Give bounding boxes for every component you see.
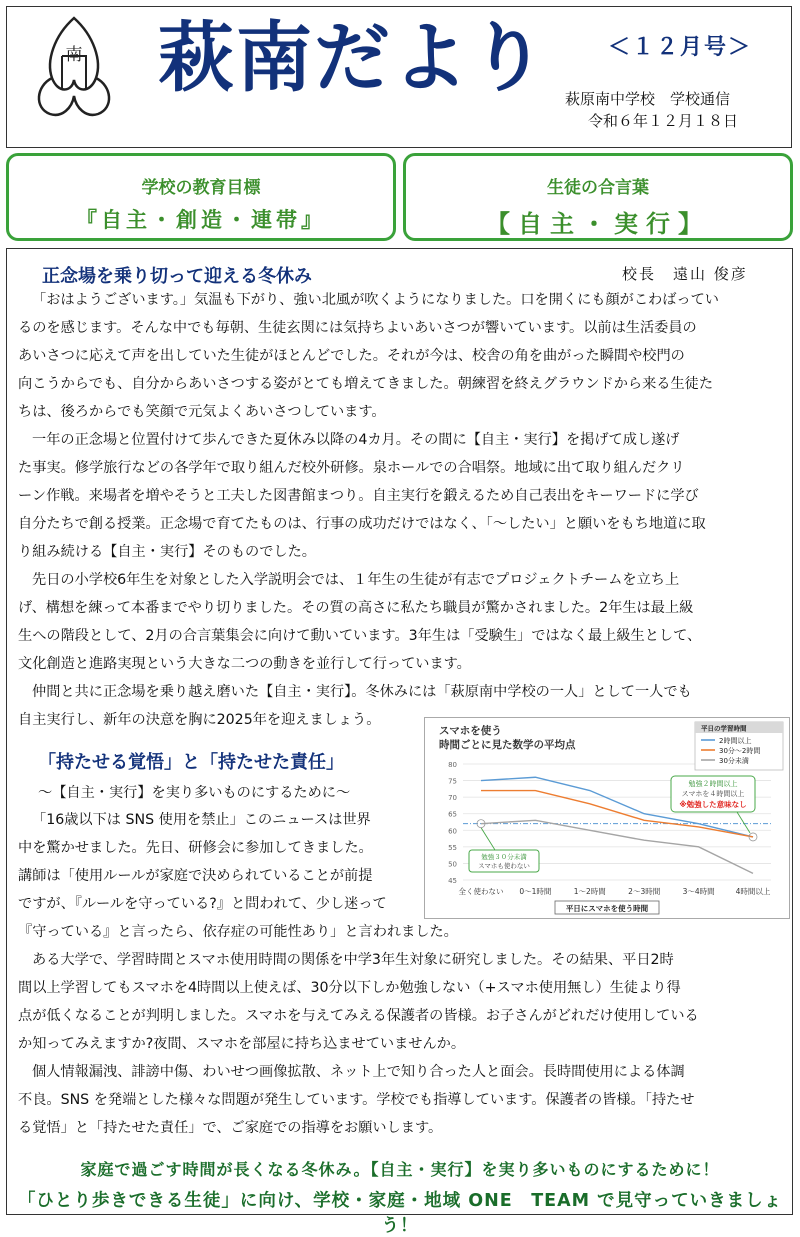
- school-emblem-icon: [32, 16, 116, 126]
- chart-annotation-emphasis: ※勉強した意味なし: [679, 800, 747, 809]
- education-goal-value: 『自主・創造・連帯』: [76, 208, 326, 232]
- chart-legend-title: 平日の学習時間: [701, 724, 747, 733]
- section2-line: 『守っている』と言ったら、依存症の可能性あり」と言われました。: [18, 924, 458, 940]
- article-line: げ、構想を練って本番までやり切りました。その質の高さに私たち職員が驚かされました。2年生は最上級: [18, 600, 694, 616]
- chart-legend-label: 30分未満: [719, 757, 749, 765]
- article-title: 正念場を乗り切って迎える冬休み: [42, 266, 312, 287]
- chart-x-tick-label: 4時間以上: [735, 887, 771, 896]
- chart-y-tick-label: 80: [448, 761, 457, 769]
- section2-line: ある大学で、学習時間とスマホ使用時間の関係を中学3年生対象に研究しました。その結果、平日2時: [32, 952, 674, 968]
- section2-line: 「16歳以下は SNS 使用を禁止」このニュースは世界: [32, 812, 371, 828]
- article-line: 一年の正念場と位置付けて歩んできた夏休み以降の4カ月。その間に【自主・実行】を掲げて成し遂げ: [32, 432, 680, 448]
- section2-line: 中を驚かせました。先日、研修会に参加してきました。: [18, 840, 373, 856]
- article-line: ちは、後ろからでも笑顔で元気よくあいさつしています。: [18, 404, 386, 420]
- motto-box: [403, 153, 793, 241]
- chart-y-tick-label: 55: [448, 843, 457, 852]
- section2-line: 講師は「使用ルールが家庭で決められていることが前提: [18, 868, 373, 884]
- article-line: 生への階段として、2月の合言葉集会に向けて動いています。3年生は「受験生」ではなく最上級生として、: [18, 628, 702, 644]
- education-goal-heading: 学校の教育目標: [141, 178, 261, 198]
- section2-line: か知ってみえますか?夜間、スマホを部屋に持ち込ませていませんか。: [18, 1036, 466, 1052]
- chart-x-tick-label: 0～1時間: [519, 887, 552, 896]
- section2-title: 「持たせる覚悟」と「持たせた責任」: [38, 752, 344, 773]
- chart-x-tick-label: 1～2時間: [573, 887, 606, 896]
- chart-annotation-text: スマホを４時間以上: [681, 790, 745, 798]
- issue-label: ＜１２月号＞: [608, 35, 753, 60]
- chart-legend-label: 2時間以上: [719, 737, 752, 745]
- article-line: 自分たちで創る授業。正念場で育てたものは、行事の成功だけではなく、「～したい」と願いをもち地道に取: [18, 516, 706, 532]
- study-time-chart: [424, 717, 790, 919]
- article-line: ーン作戦。来場者を増やそうと工夫した図書館まつり。自主実行を鍛えるため自己表出をキーワードに学び: [18, 488, 699, 504]
- article-line: 向こうからでも、自分からあいさつする姿がとても増えてきました。朝練習を終えグラウンドから来る生徒た: [18, 376, 714, 392]
- chart-title: スマホを使う: [439, 725, 502, 737]
- motto-heading: 生徒の合言葉: [547, 178, 649, 198]
- chart-legend-label: 30分～2時間: [719, 747, 761, 755]
- article-line: 「おはようございます。」気温も下がり、強い北風が吹くようになりました。口を開くにも顔がこわばってい: [32, 292, 719, 308]
- svg-text:南: 南: [65, 45, 83, 65]
- section2-line: 点が低くなることが判明しました。スマホを与えてみえる保護者の皆様。お子さんがどれだけ使用している: [18, 1008, 699, 1024]
- footer-message-1: 家庭で過ごす時間が長くなる冬休み。【自主・実行】を実り多いものにするために！: [80, 1160, 720, 1179]
- chart-y-tick-label: 75: [448, 777, 457, 786]
- chart-title: 時間ごとに見た数学の平均点: [439, 739, 576, 751]
- section2-subtitle: ～【自主・実行】を実り多いものにするために～: [38, 785, 351, 801]
- section2-line: ですが、『ルールを守っている?』と問われて、少し迷って: [18, 896, 387, 912]
- article-line: あいさつに応えて声を出していた生徒がほとんどでした。それが今は、校舎の角を曲がった瞬間や校門の: [18, 348, 685, 364]
- section2-line: 間以上学習してもスマホを4時間以上使えば、30分以下しか勉強しない（+スマホ使用無し）生徒より得: [18, 980, 681, 996]
- chart-y-tick-label: 60: [448, 827, 457, 836]
- article-line: 先日の小学校6年生を対象とした入学説明会では、１年生の生徒が有志でプロジェクトチームを立ち上: [32, 572, 680, 588]
- chart-y-tick-label: 50: [448, 860, 457, 869]
- newsletter-title: 萩南だより: [158, 13, 548, 102]
- article-author: 校長 遠山 俊彦: [622, 265, 748, 283]
- article-line: た事実。修学旅行などの各学年で取り組んだ校外研修。泉ホールでの合唱祭。地域に出て取り組んだクリ: [18, 460, 685, 476]
- article-line: 文化創造と進路実現という大きな二つの動きを並行して行っています。: [18, 656, 471, 672]
- chart-x-tick-label: 3～4時間: [682, 887, 715, 896]
- chart-annotation-text: 勉強３０分未満: [481, 853, 527, 861]
- issue-date: 令和６年１２月１８日: [588, 112, 739, 130]
- chart-x-axis-label: 平日にスマホを使う時間: [565, 904, 649, 913]
- chart-y-tick-label: 65: [448, 810, 457, 819]
- article-line: るのを感じます。そんな中でも毎朝、生徒玄関には気持ちよいあいさつが響いています。以前は生活委員の: [18, 320, 697, 336]
- article-line: 仲間と共に正念場を乗り越え磨いた【自主・実行】。冬休みには「萩原南中学校の一人」として一人でも: [32, 684, 692, 700]
- motto-value: 【自主・実行】: [486, 210, 710, 238]
- chart-y-tick-label: 45: [448, 877, 457, 885]
- footer-message-2: 「ひとり歩きできる生徒」に向け、学校・家庭・地域 ONE TEAM で見守っていきましょう！: [17, 1191, 783, 1236]
- chart-x-tick-label: 全く使わない: [458, 887, 504, 896]
- section2-line: 不良。SNS を発端とした様々な問題が発生しています。学校でも指導しています。保護者の皆様。「持たせ: [18, 1092, 695, 1108]
- chart-y-tick-label: 70: [448, 794, 457, 803]
- chart-annotation-text: スマホも使わない: [478, 862, 530, 870]
- chart-x-tick-label: 2～3時間: [628, 887, 661, 896]
- article-line: り組み続ける【自主・実行】そのものでした。: [18, 544, 316, 560]
- article-line: 自主実行し、新年の決意を胸に2025年を迎えましょう。: [18, 712, 381, 728]
- chart-annotation-text: 勉強２時間以上: [688, 780, 738, 788]
- education-goal-box: [6, 153, 396, 241]
- section2-line: る覚悟」と「持たせた責任」で、ご家庭での指導をお願いします。: [18, 1120, 443, 1136]
- section2-line: 個人情報漏洩、誹謗中傷、わいせつ画像拡散、ネット上で知り合った人と面会。長時間使用による体調: [32, 1064, 685, 1080]
- chart-annotation-pointer: [737, 812, 750, 833]
- school-name: 萩原南中学校 学校通信: [565, 90, 731, 108]
